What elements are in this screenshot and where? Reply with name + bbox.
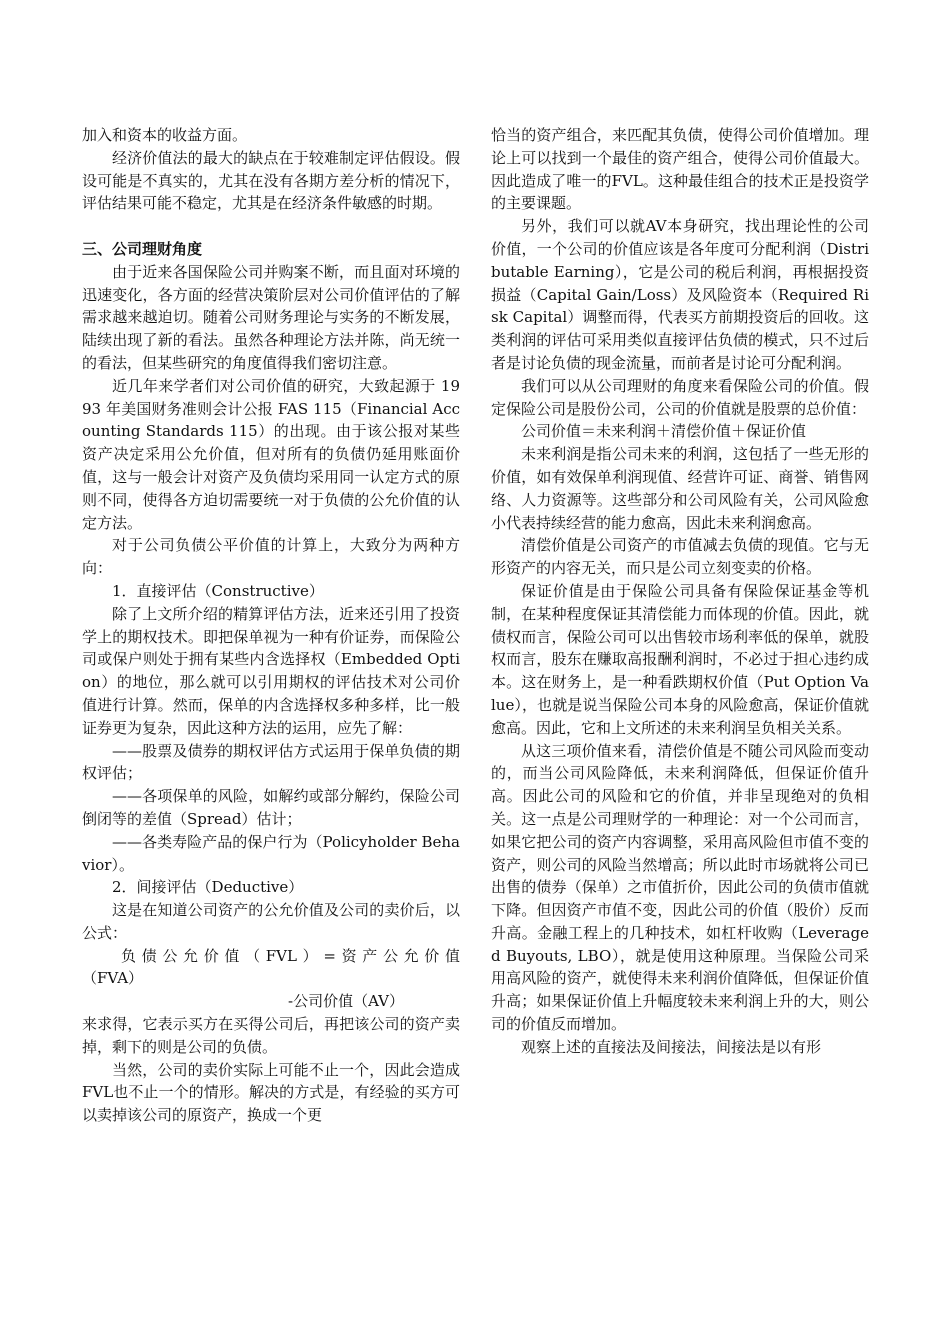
paragraph: 这是在知道公司资产的公允价值及公司的卖价后，以公式： — [82, 901, 460, 942]
paragraph: 对于公司负债公平价值的计算上，大致分为两种方向： — [82, 536, 460, 578]
paragraph: 加入和资本的收益方面。 — [82, 126, 248, 144]
paragraph: 恰当的资产组合，来匹配其负债，使得公司价值增加。理论上可以找到一个最佳的资产组合，使得公司价值最大。因此造成了唯一的FVL。这种最佳组合的技术正是投资学的主要课题。 — [491, 126, 869, 213]
paragraph: 近几年来学者们对公司价值的研究，大致起源于 1993 年美国财务准则会计公报 FAS 115（Financial Accounting Standards 115）的出现。由于该公报对某些资产决定采用公允价值，但对所有的负债仍延用账面价值，这与一般会计对资产及负债均采用同一认定方式的原则不同，使得各方迫切需要统一对于负债的公允价值的认定方法。 — [82, 376, 460, 532]
subheading-indirect: 2．间接评估（Deductive） — [112, 878, 304, 897]
paragraph: 从这三项价值来看，清偿价值是不随公司风险而变动的，而当公司风险降低，未来利润降低，但保证价值升高。因此公司的风险和它的价值，并非呈现绝对的负相关。这一点是公司理财学的一种理论：对一个公司而言，如果它把公司的资产内容调整，采用高风险但市值不变的资产，则公司的风险当然增高；所以此时市场就将公司已出售的债券（保单）之市值折价，因此公司的负债市值就下降。但因资产市值不变，因此公司的价值（股价）反而升高。金融工程上的几种技术，如杠杆收购（Leveraged Buyouts, LBO），就是使用这种原理。当保险公司采用高风险的资产，就使得未来利润价值降低，但保证价值升高；如果保证价值上升幅度较未来利润上升的大，则公司的价值反而增加。 — [491, 741, 869, 1034]
paragraph: 另外，我们可以就AV本身研究，找出理论性的公司价值，一个公司的价值应该是各年度可分配利润（Distributable Earning），它是公司的税后利润，再根据投资损益（Capital Gain/Loss）及风险资本（Required Risk Capital）调整而得，代表买方前期投资后的回收。这类利润的评估可采用类似直接评估负债的模式，只不过后者是讨论负债的现金流量，而前者是讨论可分配利润。 — [491, 217, 869, 372]
paragraph: 保证价值是由于保险公司具备有保险保证基金等机制，在某种程度保证其清偿能力而体现的价值。因此，就债权而言，保险公司可以出售较市场利率低的保单，就股权而言，股东在赚取高报酬利润时，不必过于担心违约成本。这在财务上，是一种看跌期权价值（Put Option Value），也就是说当保险公司本身的风险愈高，保证价值就愈高。因此，它和上文所述的未来利润呈负相关关系。 — [491, 581, 869, 737]
formula-line: 公司价值＝未来利润＋清偿价值＋保证价值 — [521, 422, 807, 441]
paragraph: 观察上述的直接法及间接法，间接法是以有形 — [521, 1037, 822, 1056]
paragraph: 当然，公司的卖价实际上可能不止一个，因此会造成FVL也不止一个的情形。解决的方式是，有经验的买方可以卖掉该公司的原资产，换成一个更 — [82, 1060, 460, 1125]
list-item: ——各类寿险产品的保户行为（Policyholder Behavior）。 — [82, 832, 460, 874]
paragraph: 除了上文所介绍的精算评估方法，近来还引用了投资学上的期权技术。即把保单视为一种有价证券，而保险公司或保户则处于拥有某些内含选择权（Embedded Option）的地位，那么就可以引用期权的评估技术对公司价值进行计算。然而，保单的内含选择权多种多样，比一般证券更为复杂，因此这种方法的运用，应先了解： — [82, 604, 460, 737]
paragraph: 清偿价值是公司资产的市值减去负债的现值。它与无形资产的内容无关，而只是公司立刻变卖的价格。 — [491, 536, 869, 578]
formula-line: -公司价值（AV） — [288, 992, 404, 1011]
formula-line: （FVA） — [82, 969, 144, 988]
paragraph: 未来利润是指公司未来的利润，这包括了一些无形的价值，如有效保单利润现值、经营许可证、商誉、销售网络、人力资源等。这些部分和公司风险有关，公司风险愈小代表持续经营的能力愈高，因此未来利润愈高。 — [491, 445, 869, 532]
section-heading: 三、公司理财角度 — [82, 239, 203, 258]
blank-line — [82, 215, 460, 238]
list-item: ——股票及债券的期权评估方式运用于保单负债的期权评估； — [82, 741, 460, 783]
paragraph: 由于近来各国保险公司并购案不断，而且面对环境的迅速变化，各方面的经营决策阶层对公司价值评估的了解需求越来越迫切。随着公司财务理论与实务的不断发展，陆续出现了新的看法。虽然各种理论方法并陈，尚无统一的看法，但某些研究的角度值得我们密切注意。 — [82, 262, 460, 372]
subheading-direct: 1．直接评估（Constructive） — [112, 581, 324, 600]
formula-line: 负债公允价值（FVL）=资产公允价值 — [121, 946, 460, 965]
right-column — [491, 124, 869, 1059]
paragraph: 来求得，它表示买方在买得公司后，再把该公司的资产卖掉，剩下的则是公司的负债。 — [82, 1015, 460, 1056]
paragraph: 经济价值法的最大的缺点在于较难制定评估假设。假设可能是不真实的，尤其在没有各期方差分析的情况下，评估结果可能不稳定，尤其是在经济条件敏感的时期。 — [82, 148, 460, 213]
list-item: ——各项保单的风险，如解约或部分解约，保险公司倒闭等的差值（Spread）估计； — [82, 787, 460, 828]
paragraph: 我们可以从公司理财的角度来看保险公司的价值。假定保险公司是股份公司，公司的价值就是股票的总价值： — [491, 376, 869, 418]
left-column — [82, 124, 460, 1127]
